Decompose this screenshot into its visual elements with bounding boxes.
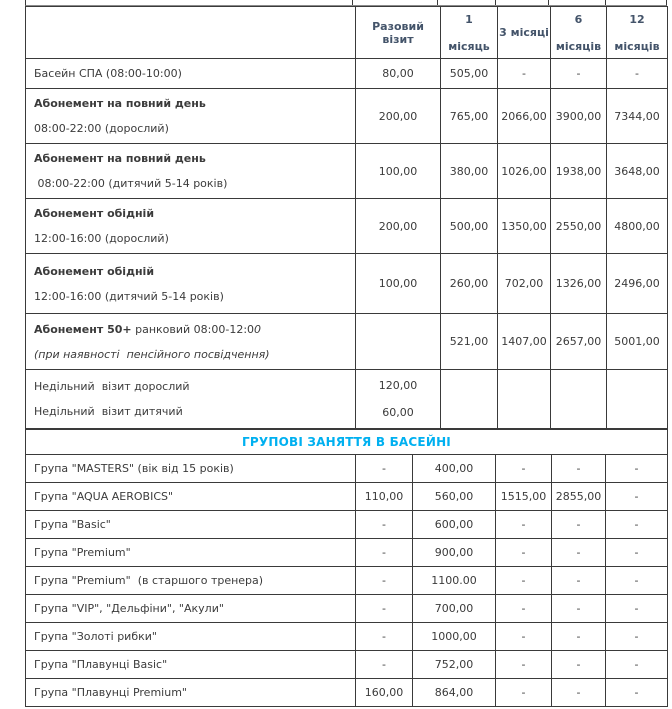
column-header bbox=[551, 7, 607, 59]
price-value: - bbox=[521, 546, 526, 559]
price-cell bbox=[551, 59, 607, 89]
row-label bbox=[26, 199, 356, 254]
price-value: 100,00 bbox=[378, 164, 418, 178]
price-cell bbox=[607, 89, 668, 144]
row-label bbox=[26, 254, 356, 314]
price-cell bbox=[356, 539, 413, 567]
group-section-title: ГРУПОВІ ЗАНЯТТЯ В БАСЕЙНІ bbox=[242, 434, 451, 449]
cropped-cell bbox=[606, 0, 666, 5]
price-value: 702,00 bbox=[504, 277, 544, 290]
price-value: 3900,00 bbox=[555, 109, 602, 123]
price-value: 1407,00 bbox=[501, 335, 547, 348]
row-label-line: Група "Плавунці Premium" bbox=[34, 686, 187, 699]
row-label-line: Абонемент 50+ ранковий 08:00-12:00 bbox=[34, 322, 262, 336]
price-cell bbox=[606, 567, 668, 595]
column-header-line: місяців bbox=[614, 39, 660, 53]
table-row bbox=[26, 59, 668, 89]
row-label-line: Група "Premium" (в старшого тренера) bbox=[34, 574, 264, 587]
price-value: 400,00 bbox=[434, 462, 474, 475]
price-value: - bbox=[576, 686, 581, 699]
price-value: - bbox=[521, 630, 526, 643]
price-value: 110,00 bbox=[364, 490, 404, 503]
price-cell bbox=[413, 483, 496, 511]
row-label-line: Група "Basic" bbox=[34, 518, 111, 531]
price-value: - bbox=[634, 574, 639, 587]
price-value: 1100.00 bbox=[431, 574, 477, 587]
price-cell bbox=[356, 199, 441, 254]
price-cell bbox=[356, 314, 441, 370]
price-cell bbox=[551, 370, 607, 429]
group-row-label bbox=[26, 567, 356, 595]
row-label bbox=[26, 144, 356, 199]
price-cell bbox=[552, 651, 606, 679]
price-cell bbox=[552, 595, 606, 623]
row-label bbox=[26, 59, 356, 89]
price-cell bbox=[498, 144, 551, 199]
price-value: - bbox=[382, 658, 386, 671]
price-value: - bbox=[634, 630, 639, 643]
price-value: - bbox=[522, 67, 526, 80]
row-label-line: Абонемент обідній bbox=[34, 264, 155, 278]
cropped-cell bbox=[438, 0, 495, 5]
price-value: - bbox=[634, 658, 639, 671]
price-cell bbox=[498, 59, 551, 89]
table-row bbox=[26, 89, 668, 144]
price-cell bbox=[552, 679, 606, 707]
price-cell bbox=[413, 455, 496, 483]
price-value: - bbox=[576, 462, 581, 475]
price-value: 2657,00 bbox=[555, 335, 602, 348]
price-cell bbox=[496, 595, 552, 623]
price-value: - bbox=[635, 67, 639, 80]
price-cell bbox=[356, 679, 413, 707]
table-row bbox=[26, 651, 668, 679]
price-value: 1938,00 bbox=[555, 164, 602, 178]
price-value: - bbox=[576, 67, 581, 80]
column-header-line: 1 bbox=[465, 12, 473, 26]
table-row bbox=[26, 455, 668, 483]
price-cell bbox=[441, 370, 498, 429]
price-value: 1026,00 bbox=[501, 164, 547, 178]
price-value: - bbox=[382, 602, 386, 615]
price-value: 1515,00 bbox=[500, 490, 547, 503]
price-value: 700,00 bbox=[434, 602, 474, 615]
group-section-header-row bbox=[26, 430, 668, 455]
price-value: 2550,00 bbox=[555, 219, 602, 233]
price-cell bbox=[606, 539, 668, 567]
group-classes-table-body bbox=[26, 430, 668, 707]
price-value: - bbox=[521, 658, 526, 671]
price-cell bbox=[496, 455, 552, 483]
price-value: - bbox=[576, 574, 581, 587]
price-cell bbox=[552, 483, 606, 511]
price-cell bbox=[552, 567, 606, 595]
group-row-label bbox=[26, 539, 356, 567]
row-label-line: Недільний візит дорослий bbox=[34, 380, 190, 393]
price-cell bbox=[606, 511, 668, 539]
price-cell bbox=[607, 199, 668, 254]
price-cell bbox=[552, 455, 606, 483]
row-label bbox=[26, 89, 356, 144]
price-cell bbox=[551, 144, 607, 199]
price-value: - bbox=[634, 490, 639, 503]
column-header-line: 6 bbox=[574, 12, 583, 26]
price-value: 7344,00 bbox=[614, 109, 660, 123]
table-row bbox=[26, 511, 668, 539]
price-value: 380,00 bbox=[449, 164, 489, 178]
row-label-line: Недільний візит дитячий bbox=[34, 405, 183, 418]
price-value: 260,00 bbox=[449, 277, 489, 290]
price-cell bbox=[356, 370, 441, 429]
group-row-label bbox=[26, 651, 356, 679]
group-row-label bbox=[26, 679, 356, 707]
table-row bbox=[26, 199, 668, 254]
row-label-line: Група "MASTERS" (вік від 15 років) bbox=[34, 462, 234, 475]
price-cell bbox=[441, 89, 498, 144]
price-value: - bbox=[521, 686, 526, 699]
cropped-cell bbox=[26, 0, 353, 5]
row-label-line: Група "Плавунці Basic" bbox=[34, 658, 168, 671]
price-cell bbox=[496, 483, 552, 511]
pricing-document bbox=[25, 0, 667, 707]
price-cell bbox=[356, 254, 441, 314]
column-header bbox=[498, 7, 551, 59]
price-value: 5001,00 bbox=[614, 335, 660, 348]
price-value: 505,00 bbox=[449, 67, 489, 80]
group-row-label bbox=[26, 511, 356, 539]
price-cell bbox=[606, 651, 668, 679]
column-header-line: місяць bbox=[448, 39, 490, 53]
row-label-line: 12:00-16:00 (дорослий) bbox=[34, 232, 169, 245]
price-cell bbox=[552, 539, 606, 567]
table-row bbox=[26, 144, 668, 199]
price-cell bbox=[552, 511, 606, 539]
group-section-title-cell bbox=[26, 430, 668, 455]
price-value: - bbox=[576, 630, 581, 643]
price-value: - bbox=[634, 602, 639, 615]
price-value: - bbox=[521, 602, 526, 615]
price-cell bbox=[441, 144, 498, 199]
price-value: 100,00 bbox=[378, 277, 418, 290]
pricing-table-body bbox=[26, 7, 668, 429]
price-cell bbox=[413, 595, 496, 623]
price-value: 200,00 bbox=[378, 109, 418, 123]
price-cell bbox=[551, 314, 607, 370]
price-value: - bbox=[576, 602, 581, 615]
price-cell bbox=[496, 679, 552, 707]
row-label-line: (при наявності пенсійного посвідчення) bbox=[34, 347, 270, 361]
price-value: 2855,00 bbox=[555, 490, 602, 503]
price-value: 500,00 bbox=[449, 219, 489, 233]
table-row bbox=[26, 567, 668, 595]
row-label-line: 08:00-22:00 (дитячий 5-14 років) bbox=[34, 177, 228, 190]
price-cell bbox=[356, 511, 413, 539]
price-value: - bbox=[634, 518, 639, 531]
price-cell bbox=[498, 199, 551, 254]
price-value: - bbox=[576, 658, 581, 671]
table-row bbox=[26, 623, 668, 651]
table-row bbox=[26, 483, 668, 511]
price-value: 1000,00 bbox=[431, 630, 477, 643]
price-value: - bbox=[634, 686, 639, 699]
column-header-line: 12 bbox=[629, 12, 645, 26]
price-value: 4800,00 bbox=[614, 219, 660, 233]
price-cell bbox=[413, 623, 496, 651]
row-label-line: Абонемент на повний день bbox=[34, 97, 206, 110]
price-value: - bbox=[382, 546, 386, 559]
price-cell bbox=[356, 595, 413, 623]
column-header bbox=[607, 7, 668, 59]
price-value: 765,00 bbox=[449, 109, 489, 123]
row-label bbox=[26, 314, 356, 370]
price-value: 160,00 bbox=[364, 686, 404, 699]
price-value: - bbox=[634, 546, 639, 559]
price-cell bbox=[606, 483, 668, 511]
price-cell bbox=[356, 567, 413, 595]
price-value: 560,00 bbox=[434, 490, 474, 503]
price-value: 200,00 bbox=[378, 219, 418, 233]
price-cell bbox=[413, 567, 496, 595]
price-value: 120,00 bbox=[378, 379, 418, 392]
column-header bbox=[356, 7, 441, 59]
column-header-line: 3 місяці bbox=[499, 26, 549, 39]
row-label-line: Абонемент на повний день bbox=[34, 152, 206, 165]
header-empty-cell bbox=[26, 7, 356, 59]
price-cell bbox=[413, 679, 496, 707]
row-label-line: Група "VIP", "Дельфіни", "Акули" bbox=[34, 602, 224, 615]
row-label-line: 12:00-16:00 (дитячий 5-14 років) bbox=[34, 289, 224, 303]
price-value: 2496,00 bbox=[614, 277, 660, 290]
table-header-row bbox=[26, 7, 668, 59]
price-cell bbox=[413, 539, 496, 567]
price-cell bbox=[498, 254, 551, 314]
column-header-line: Разовий візит bbox=[372, 19, 428, 46]
table-row bbox=[26, 370, 668, 429]
price-cell bbox=[498, 89, 551, 144]
price-cell bbox=[413, 511, 496, 539]
price-cell bbox=[496, 567, 552, 595]
group-row-label bbox=[26, 595, 356, 623]
price-cell bbox=[606, 679, 668, 707]
pricing-table bbox=[25, 6, 668, 429]
price-cell bbox=[441, 199, 498, 254]
group-row-label bbox=[26, 455, 356, 483]
price-cell bbox=[356, 483, 413, 511]
row-label-line: Група "Золоті рибки" bbox=[34, 630, 157, 643]
price-value: - bbox=[382, 630, 386, 643]
row-label-line: Басейн СПА (08:00-10:00) bbox=[34, 67, 182, 80]
price-cell bbox=[607, 370, 668, 429]
price-cell bbox=[498, 314, 551, 370]
price-value: - bbox=[382, 574, 386, 587]
table-row bbox=[26, 595, 668, 623]
table-row bbox=[26, 539, 668, 567]
group-row-label bbox=[26, 483, 356, 511]
price-value: 1326,00 bbox=[555, 277, 602, 290]
row-label bbox=[26, 370, 356, 429]
price-cell bbox=[356, 89, 441, 144]
row-label-line: Група "Premium" bbox=[34, 546, 131, 559]
price-cell bbox=[607, 254, 668, 314]
price-cell bbox=[552, 623, 606, 651]
price-value: 900,00 bbox=[434, 546, 474, 559]
price-cell bbox=[606, 455, 668, 483]
group-classes-table bbox=[25, 429, 668, 707]
price-cell bbox=[496, 623, 552, 651]
price-value: - bbox=[576, 546, 581, 559]
price-cell bbox=[496, 511, 552, 539]
price-value: 60,00 bbox=[382, 406, 414, 419]
row-label-line: Абонемент обідній bbox=[34, 207, 155, 220]
price-cell bbox=[356, 623, 413, 651]
price-value: 80,00 bbox=[382, 67, 414, 80]
row-label-line: Група "AQUA AEROBICS" bbox=[34, 490, 174, 503]
price-cell bbox=[607, 144, 668, 199]
price-value: - bbox=[576, 518, 581, 531]
cropped-cell bbox=[353, 0, 438, 5]
price-value: - bbox=[382, 462, 386, 475]
cropped-cell bbox=[496, 0, 549, 5]
price-value: 3648,00 bbox=[614, 164, 660, 178]
price-cell bbox=[413, 651, 496, 679]
price-value: - bbox=[634, 462, 639, 475]
price-value: 2066,00 bbox=[501, 109, 547, 123]
price-cell bbox=[551, 199, 607, 254]
column-header-line: місяців bbox=[555, 39, 602, 53]
price-cell bbox=[551, 89, 607, 144]
price-cell bbox=[607, 314, 668, 370]
price-cell bbox=[496, 539, 552, 567]
group-row-label bbox=[26, 623, 356, 651]
price-cell bbox=[606, 623, 668, 651]
price-value: 600,00 bbox=[434, 518, 474, 531]
price-cell bbox=[607, 59, 668, 89]
price-value: 864,00 bbox=[434, 686, 474, 699]
price-value: - bbox=[521, 462, 526, 475]
price-cell bbox=[441, 314, 498, 370]
column-header bbox=[441, 7, 498, 59]
price-value: 521,00 bbox=[449, 335, 489, 348]
price-value: - bbox=[382, 518, 386, 531]
price-cell bbox=[498, 370, 551, 429]
price-value: 1350,00 bbox=[501, 219, 547, 233]
price-cell bbox=[356, 455, 413, 483]
price-cell bbox=[496, 651, 552, 679]
price-value: - bbox=[521, 574, 526, 587]
price-value: - bbox=[521, 518, 526, 531]
price-cell bbox=[356, 144, 441, 199]
cropped-cell bbox=[549, 0, 605, 5]
price-cell bbox=[606, 595, 668, 623]
price-cell bbox=[356, 59, 441, 89]
row-label-line: 08:00-22:00 (дорослий) bbox=[34, 122, 169, 135]
price-cell bbox=[356, 651, 413, 679]
price-value: 752,00 bbox=[434, 658, 474, 671]
price-cell bbox=[441, 254, 498, 314]
table-row bbox=[26, 314, 668, 370]
table-row bbox=[26, 254, 668, 314]
price-cell bbox=[441, 59, 498, 89]
table-row bbox=[26, 679, 668, 707]
price-cell bbox=[551, 254, 607, 314]
